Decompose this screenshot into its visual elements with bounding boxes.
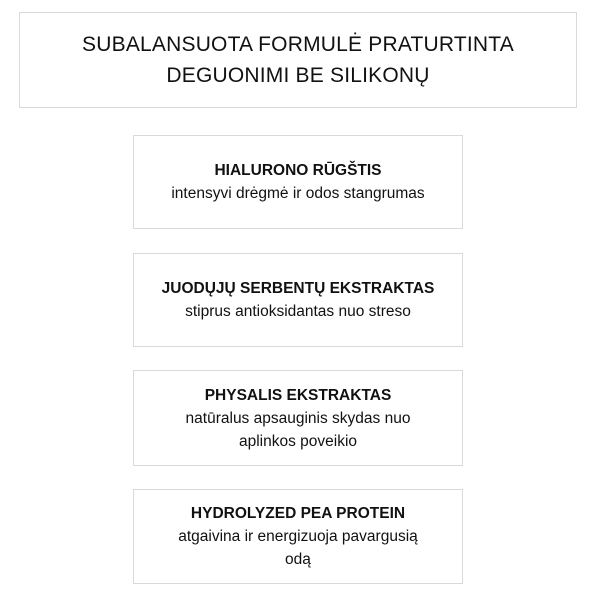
ingredient-description (186, 407, 411, 453)
ingredient-card-hyaluronic-acid (133, 135, 463, 229)
header-line-2: DEGUONIMI BE SILIKONŲ (166, 64, 430, 87)
ingredient-description (178, 525, 418, 571)
ingredient-description-line: atgaivina ir energizuoja pavargusią (178, 528, 418, 545)
ingredient-title: JUODŲJŲ SERBENTŲ EKSTRAKTAS (161, 280, 435, 297)
ingredient-title: HYDROLYZED PEA PROTEIN (190, 505, 406, 522)
ingredient-description (171, 182, 424, 205)
ingredient-title: PHYSALIS EKSTRAKTAS (204, 386, 392, 404)
ingredient-description (185, 300, 411, 323)
ingredient-description-line: odą (285, 551, 311, 568)
formula-header (19, 12, 577, 108)
ingredient-title: HIALURONO RŪGŠTIS (214, 162, 382, 179)
header-line-1: SUBALANSUOTA FORMULĖ PRATURTINTA (82, 33, 514, 56)
ingredient-card-pea-protein (133, 489, 463, 584)
ingredient-description-line: natūralus apsauginis skydas nuo (185, 409, 411, 427)
ingredient-card-physalis-extract (133, 370, 463, 466)
ingredient-description-line: aplinkos poveikio (238, 432, 358, 450)
ingredient-description-line: stiprus antioksidantas nuo streso (185, 303, 411, 320)
ingredient-card-blackcurrant-extract (133, 253, 463, 347)
ingredient-description-line: intensyvi drėgmė ir odos stangrumas (171, 185, 425, 202)
